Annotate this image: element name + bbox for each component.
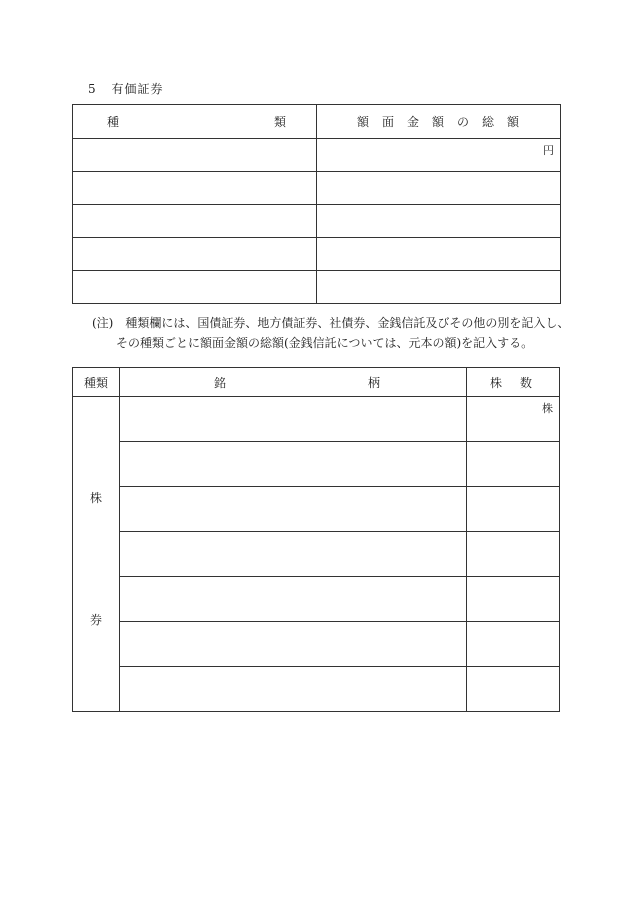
shares-cell[interactable] — [467, 487, 560, 532]
brand-cell[interactable] — [120, 532, 467, 577]
section-title: 有価証券 — [111, 82, 164, 96]
table-row — [73, 442, 560, 487]
stock-kind-cell — [73, 397, 120, 712]
note — [92, 313, 569, 353]
table-row — [73, 577, 560, 622]
header-kind-right: 類 — [273, 115, 286, 129]
securities-total-table — [72, 104, 561, 304]
header-kind: 種類 — [73, 368, 120, 397]
table-row — [73, 172, 561, 205]
header-amount — [317, 105, 561, 139]
brand-cell[interactable] — [120, 442, 467, 487]
header-kind-left: 種 — [107, 115, 120, 129]
shares-cell[interactable] — [467, 442, 560, 487]
kind-cell[interactable] — [73, 139, 317, 172]
brand-cell[interactable] — [120, 487, 467, 532]
table-row — [73, 532, 560, 577]
kind-cell[interactable] — [73, 205, 317, 238]
shares-unit: 株 — [542, 402, 553, 415]
kind-char-ken: 券 — [89, 613, 102, 627]
table-row — [73, 139, 561, 172]
header-brand — [120, 368, 467, 397]
table-row — [73, 667, 560, 712]
kind-cell[interactable] — [73, 271, 317, 304]
section-heading — [88, 80, 163, 97]
note-line1: 種類欄には、国債証券、地方債証券、社債券、金銭信託及びその他の別を記入し、 — [125, 316, 570, 330]
shares-cell[interactable] — [467, 577, 560, 622]
table-header-row — [73, 368, 560, 397]
amount-cell[interactable] — [317, 205, 561, 238]
kind-cell[interactable] — [73, 172, 317, 205]
header-shares — [467, 368, 560, 397]
header-brand-right: 柄 — [367, 375, 380, 390]
amount-cell[interactable] — [317, 139, 561, 172]
header-kind — [73, 105, 317, 139]
table-row — [73, 271, 561, 304]
brand-cell[interactable] — [120, 397, 467, 442]
section-number: 5 — [88, 82, 97, 96]
note-label: (注) — [92, 316, 114, 330]
table-row — [73, 238, 561, 271]
shares-cell[interactable] — [467, 622, 560, 667]
table-row — [73, 205, 561, 238]
header-brand-left: 銘 — [214, 375, 227, 390]
amount-cell[interactable] — [317, 238, 561, 271]
table-row — [73, 622, 560, 667]
amount-cell[interactable] — [317, 172, 561, 205]
shares-cell[interactable] — [467, 532, 560, 577]
table-row — [73, 487, 560, 532]
shares-cell[interactable] — [467, 397, 560, 442]
shares-cell[interactable] — [467, 667, 560, 712]
brand-cell[interactable] — [120, 622, 467, 667]
header-amount-label: 額面金額の総額 — [356, 115, 532, 129]
brand-cell[interactable] — [120, 577, 467, 622]
table-header-row — [73, 105, 561, 139]
stock-table — [72, 367, 560, 712]
amount-cell[interactable] — [317, 271, 561, 304]
brand-cell[interactable] — [120, 667, 467, 712]
kind-char-kabu: 株 — [89, 491, 102, 505]
yen-unit: 円 — [543, 144, 554, 157]
kind-cell[interactable] — [73, 238, 317, 271]
note-line2: その種類ごとに額面金額の総額(金銭信託については、元本の額)を記入する。 — [116, 336, 534, 350]
header-shares-label: 株数 — [489, 375, 550, 390]
table-row — [73, 397, 560, 442]
